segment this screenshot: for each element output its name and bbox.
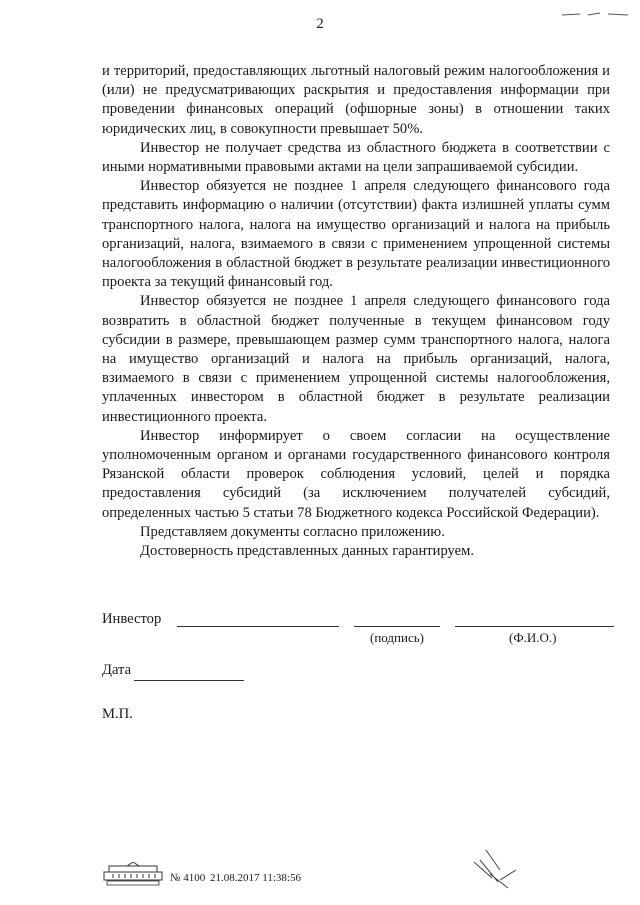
date-label: Дата [102, 662, 132, 678]
date-line [134, 680, 244, 681]
paragraph-return-obligation: Инвестор обязуется не позднее 1 апреля следующего финансового года возвратить в областной бюджет полученные в текущем финансовом году субсидии в размере, превышающем размер сумм транспортного налога, налога на имущество организаций и налога на прибыль организаций, налога, взимаемого в связи с применением упрощенной системы налогообложения, уплаченных инвестором в областной бюджет в результате реализации инвестиционного проекта. [102, 293, 610, 425]
footer-doc-number: № 4100 [170, 872, 206, 884]
name-line [455, 626, 614, 627]
name-caption: (Ф.И.О.) [509, 630, 557, 645]
paragraph-offshore: и территорий, предоставляющих льготный налоговый режим налогообложения и (или) не предусматривающих раскрытия и предоставления информации при проведении финансовых операций (офшорные зоны) в отношении таких юридических лиц, в совокупности превышает 50%. [102, 63, 610, 137]
paragraph-info-obligation: Инвестор обязуется не позднее 1 апреля следующего финансового года представить информацию о наличии (отсутствии) факта излишней уплаты сумм транспортного налога, налога на имущество организаций и налога на прибыль организаций, налога, взимаемого в связи с применением упрощенной системы налогообложения в областной бюджет в результате реализации инвестиционного проекта за текущий финансовый год. [102, 178, 610, 291]
page-number: 2 [316, 16, 324, 32]
mp-label: М.П. [102, 706, 133, 722]
document-body [102, 62, 610, 561]
registry-stamp-icon [103, 862, 163, 886]
corner-mark [560, 6, 630, 16]
signature-caption: (подпись) [370, 630, 424, 645]
footer-timestamp: 21.08.2017 11:38:56 [210, 872, 301, 884]
paragraph-documents: Представляем документы согласно приложению. [140, 523, 445, 540]
paragraph-consent: Инвестор информирует о своем согласии на осуществление уполномоченным органом и органами государственного финансового контроля Рязанской области проверок соблюдения условий, целей и порядка предоставления субсидий (за исключением получателей субсидий, определенных частью 5 статьи 78 Бюджетного кодекса Российской Федерации). [102, 427, 610, 521]
signature-line [354, 626, 440, 627]
paragraph-no-funds: Инвестор не получает средства из областного бюджета в соответствии с иными нормативными правовыми актами на цели запрашиваемой субсидии. [102, 139, 610, 176]
paragraph-reliability: Достоверность представленных данных гарантируем. [140, 543, 475, 560]
investor-line [177, 626, 339, 627]
handwritten-mark-icon [470, 840, 520, 890]
investor-label: Инвестор [102, 611, 162, 627]
